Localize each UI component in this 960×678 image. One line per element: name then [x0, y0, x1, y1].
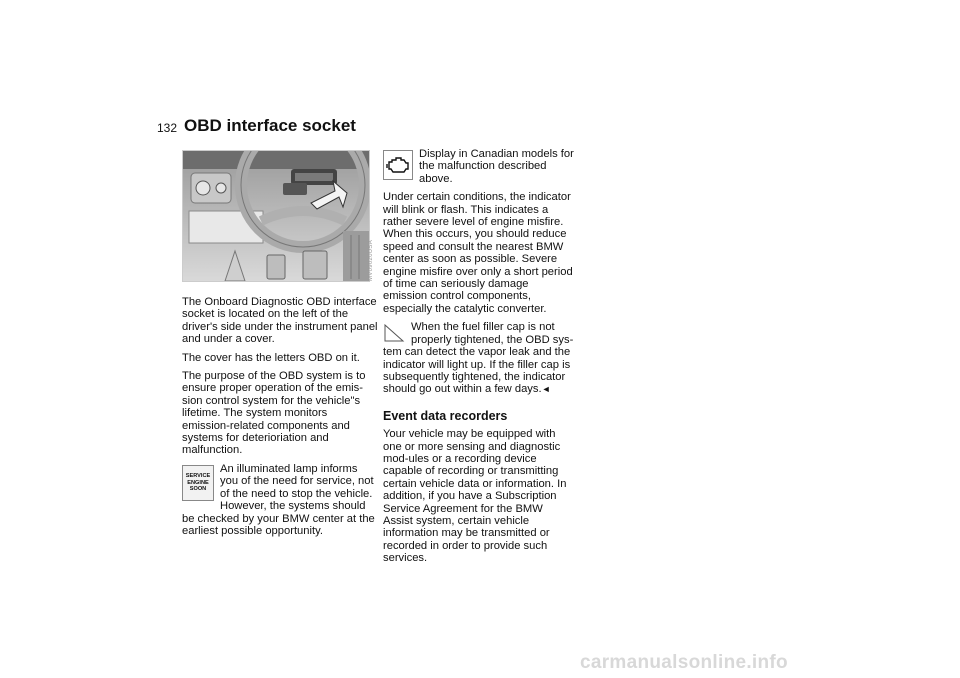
- watermark-text: carmanualsonline.info: [580, 652, 788, 673]
- paragraph: The Onboard Diagnostic OBD interface socket is located on the left of the driver's side under the instrument panel and under a cover.: [182, 296, 378, 346]
- paragraph: The cover has the letters OBD on it.: [182, 351, 360, 364]
- service-engine-soon-icon: SERVICE ENGINE SOON: [182, 465, 214, 501]
- end-mark: ◄: [541, 384, 551, 395]
- section-heading: Event data recorders: [383, 408, 508, 423]
- right-column: [383, 148, 575, 571]
- page-number: 132: [157, 121, 178, 135]
- fuel-cap-note: [383, 321, 575, 401]
- paragraph: Under certain conditions, the indicator will blink or flash. This indicates a rather severe level of engine misfire. When this occurs, you should reduce speed and consult the nearest BMW center as soon as possible. Severe engine misfire over only a short period of time can seriously damage emission control components, especially the catalytic converter.: [383, 191, 573, 315]
- canadian-display-note: [383, 148, 575, 191]
- paragraph: An illuminated lamp informs you of the need for service, not of the need to stop the vehicle. However, the systems should be checked by your BMW center at the earliest possible opportunity.: [182, 462, 375, 537]
- paragraph: Display in Canadian models for the malfunction described above.: [419, 148, 574, 185]
- page-title: OBD interface socket: [184, 116, 356, 135]
- left-column: [182, 296, 378, 543]
- obd-socket-photo: [182, 150, 370, 282]
- figure-code: MV09020USA: [368, 240, 374, 282]
- paragraph: When the fuel filler cap is not properly tightened, the OBD sys-tem can detect the vapor leak and the indicator will light up. If the filler cap is subsequently tightened, the indicator should go out within a few days.◄: [383, 321, 574, 396]
- engine-icon: [383, 150, 413, 180]
- paragraph: Your vehicle may be equipped with one or more sensing and diagnostic mod-ules or a recording device capable of recording or transmitting certain vehicle data or information. In addition, if you have a Subscription Service Agreement for the BMW Assist system, certain vehicle information may be transmitted or recorded in order to provide such services.: [383, 428, 567, 565]
- service-note: [182, 463, 378, 543]
- paragraph: The purpose of the OBD system is to ensure proper operation of the emis-sion control system for the vehicle"s lifetime. The system monitors emission-related components and systems for deterioriation and malfunction.: [182, 370, 366, 457]
- note-triangle-icon: [383, 323, 405, 343]
